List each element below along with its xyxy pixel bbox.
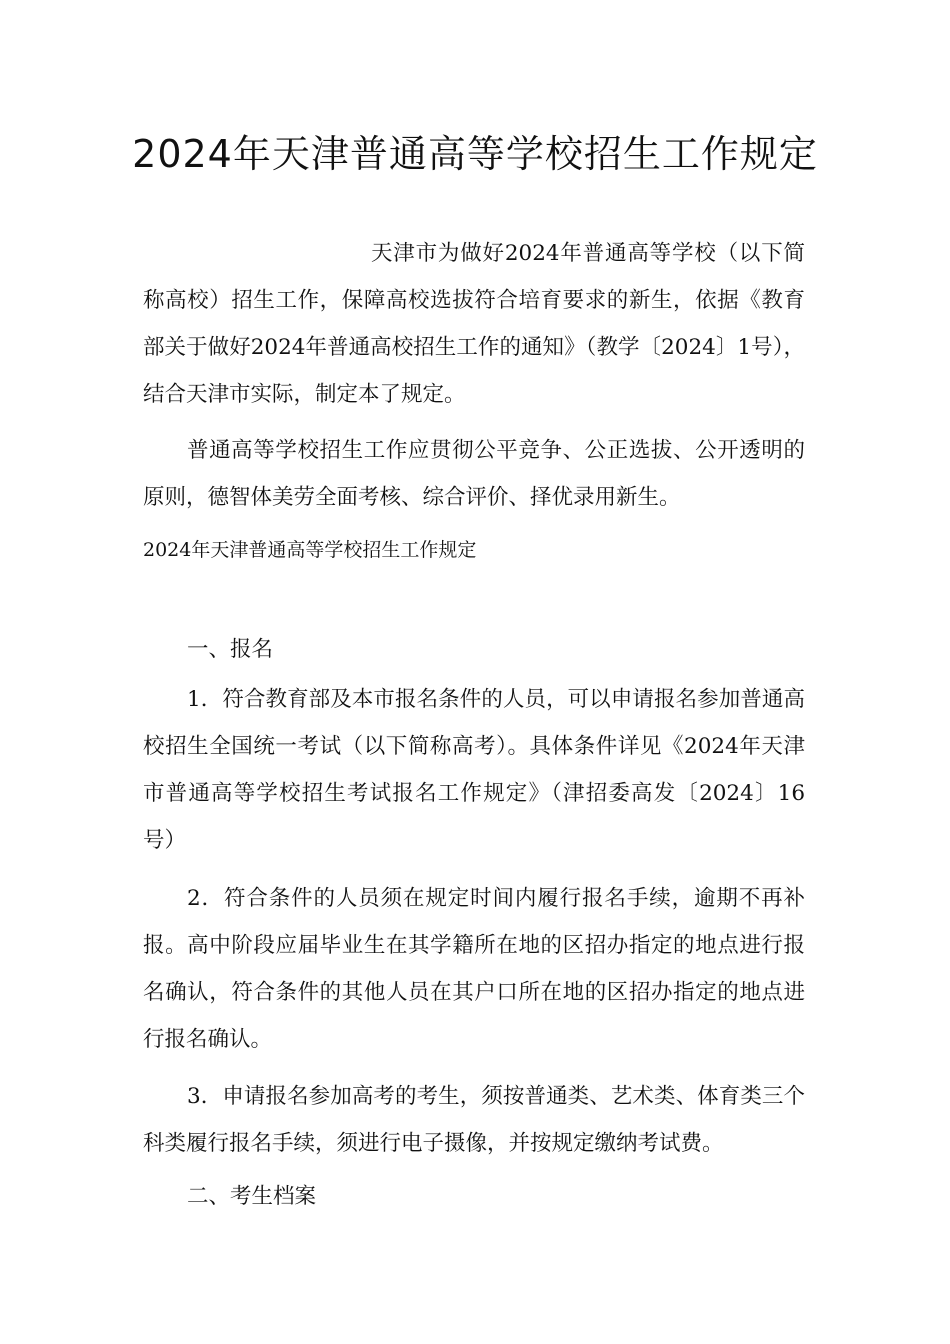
intro-paragraph: 天津市为做好2024年普通高等学校（以下简称高校）招生工作，保障高校选拔符合培育要求的新生，依据《教育部关于做好2024年普通高校招生工作的通知》（教学〔2024〕1号），结合天津市实际，制定本了规定。: [143, 241, 805, 407]
principle-paragraph: 普通高等学校招生工作应贯彻公平竞争、公正选拔、公开透明的原则，德智体美劳全面考核、综合评价、择优录用新生。: [143, 438, 805, 510]
registration-item-3: 3．申请报名参加高考的考生，须按普通类、艺术类、体育类三个科类履行报名手续，须进行电子摄像，并按规定缴纳考试费。: [143, 1084, 805, 1156]
section-heading-student-files: 二、考生档案: [187, 1184, 317, 1209]
document-title: 2024年天津普通高等学校招生工作规定: [132, 132, 818, 176]
registration-item-1: 1．符合教育部及本市报名条件的人员，可以申请报名参加普通高校招生全国统一考试（以下简称高考）。具体条件详见《2024年天津市普通高等学校招生考试报名工作规定》（津招委高发〔2024〕16号）: [143, 687, 805, 853]
document-subtitle: 2024年天津普通高等学校招生工作规定: [143, 539, 477, 561]
registration-item-2: 2．符合条件的人员须在规定时间内履行报名手续，逾期不再补报。高中阶段应届毕业生在其学籍所在地的区招办指定的地点进行报名确认，符合条件的其他人员在其户口所在地的区招办指定的地点进行报名确认。: [143, 886, 805, 1052]
section-heading-registration: 一、报名: [187, 637, 274, 662]
